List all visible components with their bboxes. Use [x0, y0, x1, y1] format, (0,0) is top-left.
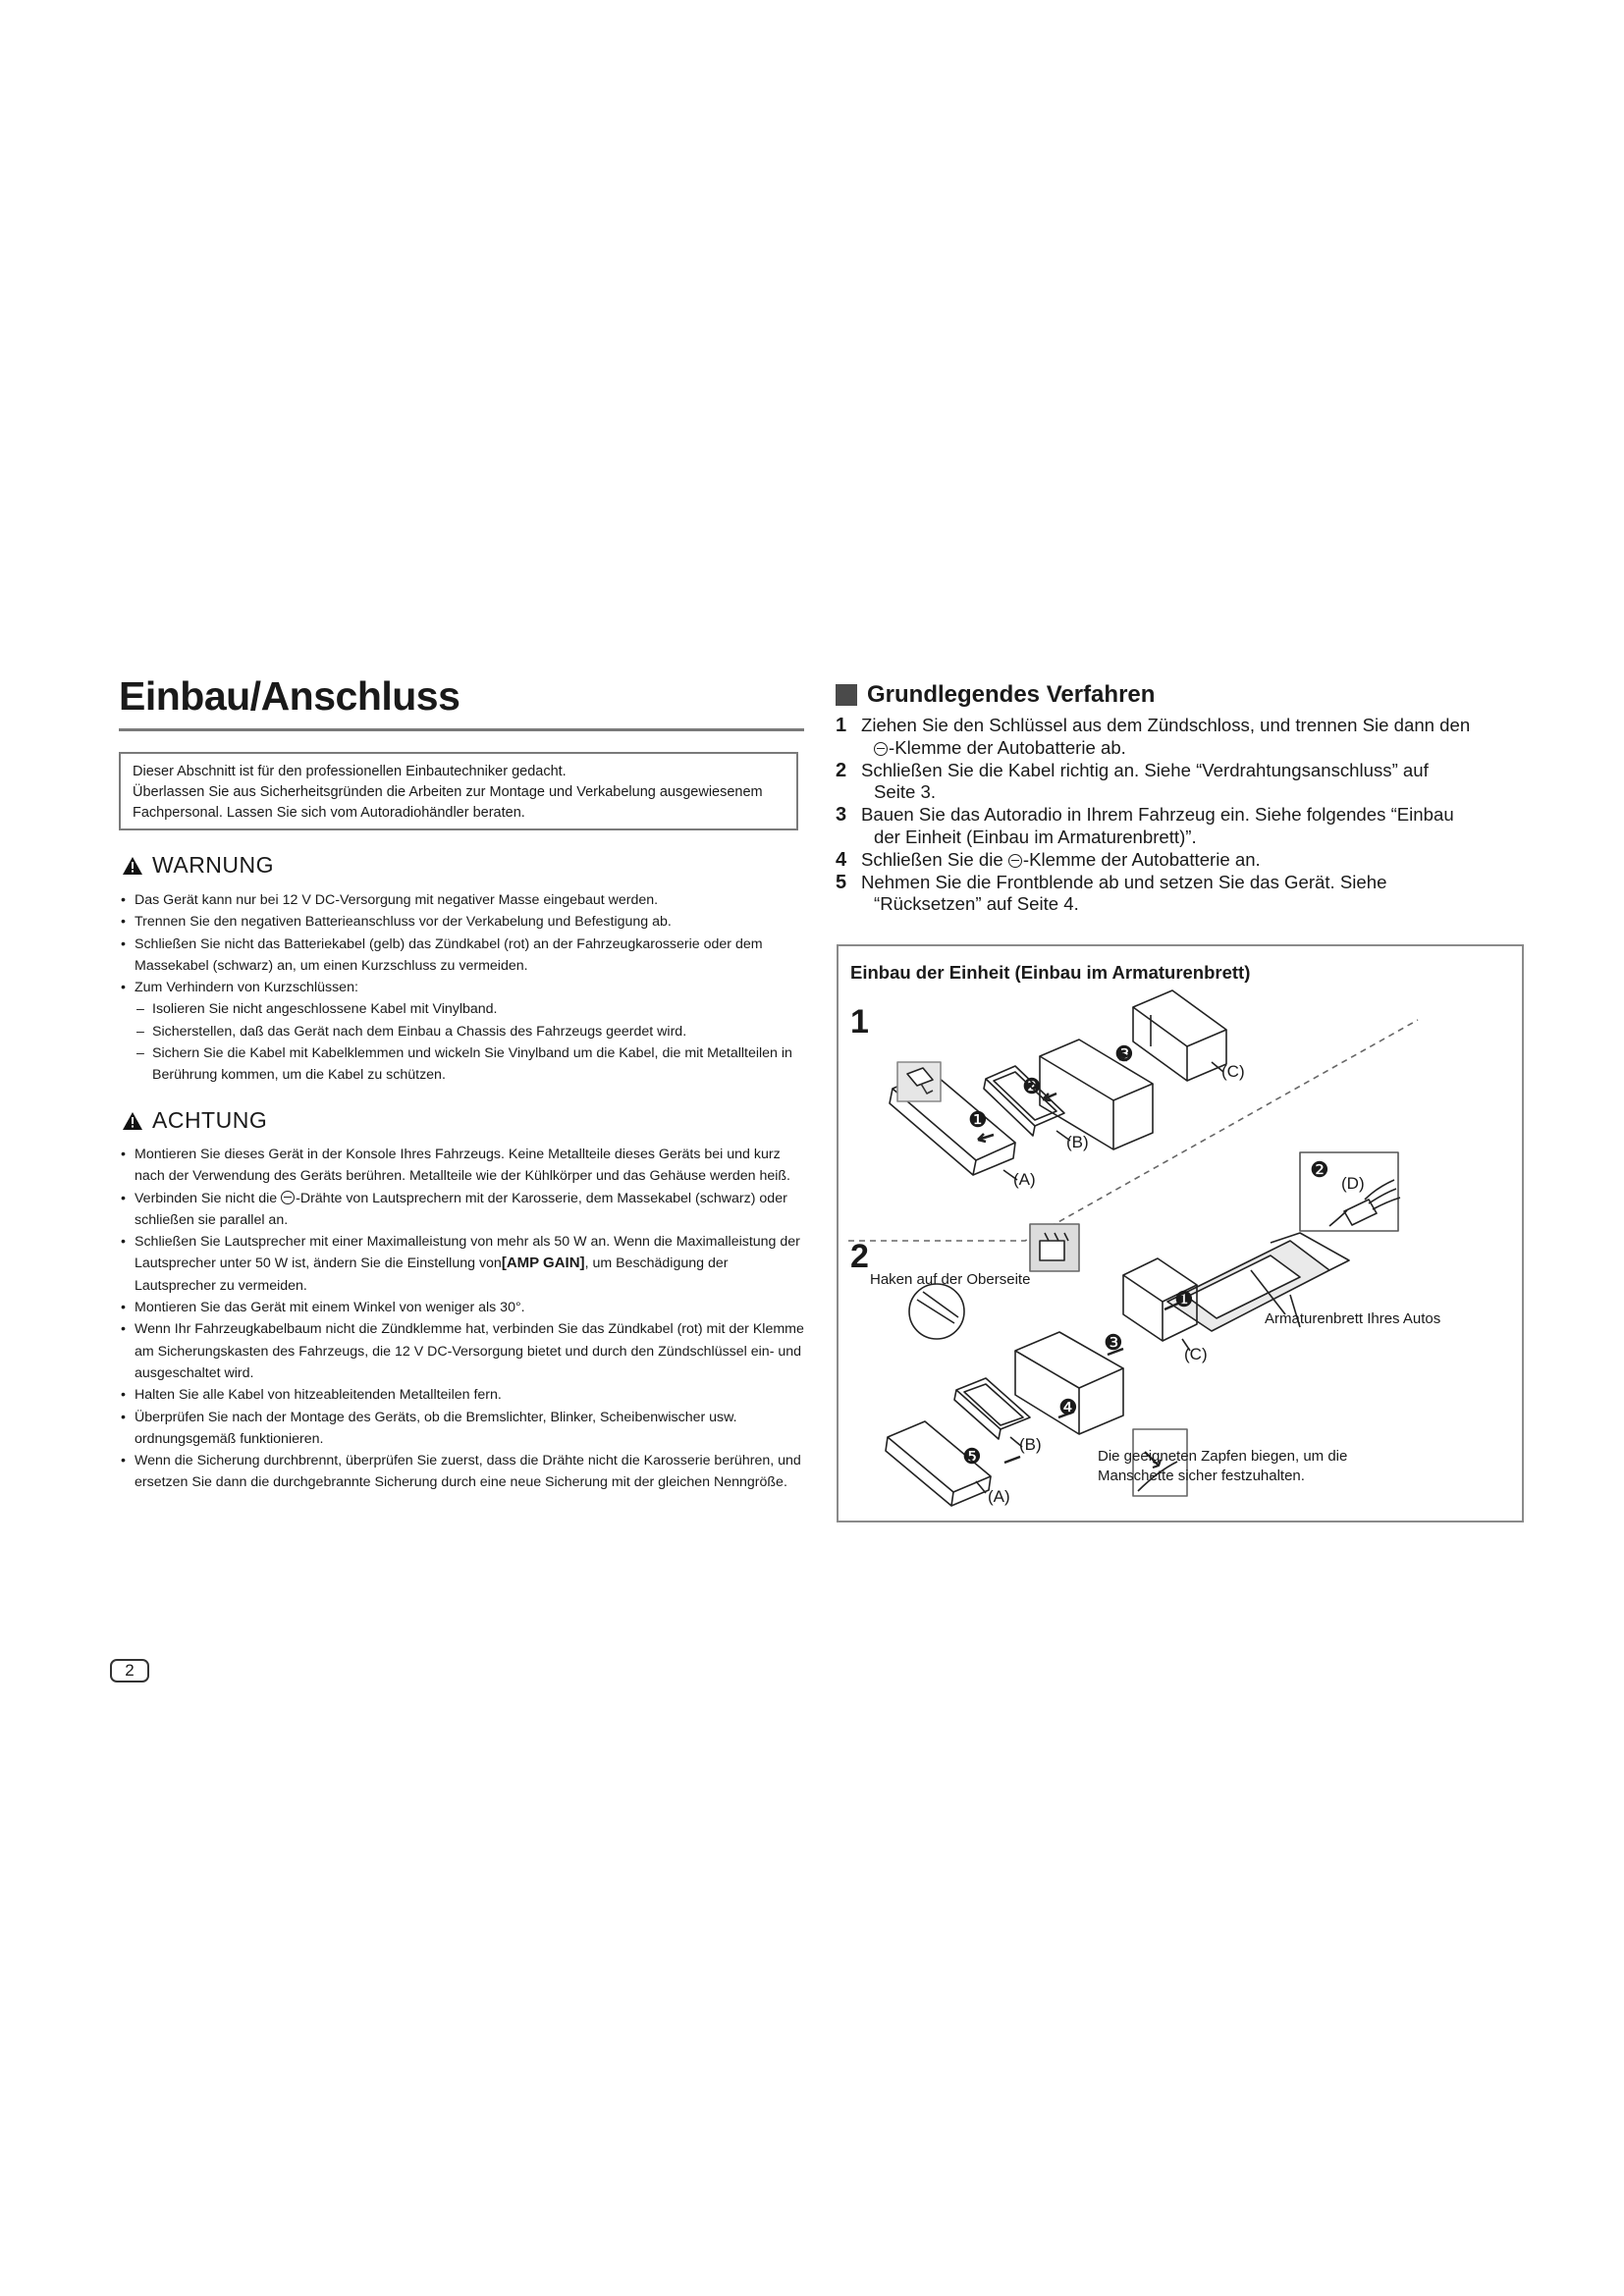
tab-bend-label-1: Die geeigneten Zapfen biegen, um die: [1098, 1448, 1348, 1465]
list-item: • Schließen Sie nicht das Batteriekabel (gelb) das Zündkabel (rot) an der Fahrzeugkarosserie oder dem Massekabel (schwarz) an, um einen Kurzschluss zu vermeiden.: [121, 935, 763, 974]
step-item: 1 Ziehen Sie den Schlüssel aus dem Zündschloss, und trennen Sie dann den -Klemme der Autobatterie ab.: [836, 715, 1471, 758]
list-item: • Trennen Sie den negativen Batterieanschluss vor der Verkabelung und Befestigung ab.: [121, 914, 672, 931]
marker-4-step2: ❹: [1058, 1395, 1078, 1419]
marker-3-step2: ❸: [1104, 1330, 1123, 1355]
installation-illustration: [839, 946, 1526, 1524]
step-item: 3 Bauen Sie das Autoradio in Ihrem Fahrzeug ein. Siehe folgendes “Einbau der Einheit (Einbau im Armaturenbrett)”.: [836, 804, 1454, 847]
label-c: (C): [1221, 1062, 1245, 1081]
minus-terminal-icon: [281, 1191, 295, 1204]
diagram-step-2: 2: [850, 1238, 869, 1275]
notice-line: Dieser Abschnitt ist für den professionellen Einbautechniker gedacht.: [133, 764, 567, 779]
hook-inset-shape: [1030, 1224, 1079, 1271]
sleeve-c-shape: [1133, 990, 1226, 1081]
list-item: • Montieren Sie das Gerät mit einem Winkel von weniger als 30°.: [121, 1300, 525, 1316]
list-item: • Wenn die Sicherung durchbrennt, überprüfen Sie zuerst, dass die Drähte nicht die Karosserie berühren, und ersetzen Sie dann die durchgebrannte Sicherung durch eine neue Sicherung mit der gleichen Nenngröße.: [121, 1453, 801, 1491]
list-item: • Verbinden Sie nicht die -Drähte von Lautsprechern mit der Karosserie, dem Massekabel (schwarz) oder schließen sie parallel an.: [121, 1190, 787, 1228]
warnung-heading-text: WARNUNG: [152, 852, 275, 878]
label-d: (D): [1341, 1174, 1365, 1193]
marker-2: ❷: [1022, 1074, 1042, 1098]
list-item: • Das Gerät kann nur bei 12 V DC-Versorgung mit negativer Masse eingebaut werden.: [121, 892, 659, 908]
achtung-heading: [123, 1107, 267, 1134]
minus-terminal-icon: [874, 742, 888, 756]
dashboard-label: Armaturenbrett Ihres Autos: [1265, 1310, 1441, 1327]
achtung-heading-text: ACHTUNG: [152, 1107, 268, 1133]
marker-3: ❸: [1114, 1041, 1134, 1066]
amp-gain-setting: [AMP GAIN]: [501, 1255, 585, 1272]
marker-2-connector: ❷: [1310, 1157, 1329, 1182]
trim-ring-b2-shape: [954, 1378, 1030, 1439]
list-item: • Zum Verhindern von Kurzschlüssen:: [121, 980, 358, 996]
warning-triangle-icon: [123, 857, 142, 875]
label-b-step2: (B): [1019, 1435, 1042, 1454]
list-item: • Wenn Ihr Fahrzeugkabelbaum nicht die Zündklemme hat, verbinden Sie das Zündkabel (rot) mit der Klemme am Sicherungskasten des Fahrzeugs, die 12 V DC-Versorgung bietet und durch den Zündschlüssel ein- und ausgeschaltet wird.: [121, 1321, 804, 1381]
diagram-step-1: 1: [850, 1003, 869, 1041]
list-item: – Isolieren Sie nicht angeschlossene Kabel mit Vinylband.: [136, 1001, 498, 1018]
procedure-steps: [836, 715, 1523, 916]
list-item: – Sicherstellen, daß das Gerät nach dem Einbau a Chassis des Fahrzeugs geerdet wird.: [136, 1023, 687, 1040]
page-number: 2: [110, 1659, 149, 1682]
page-title: Einbau/Anschluss: [119, 673, 460, 719]
procedure-heading-text: Grundlegendes Verfahren: [867, 681, 1156, 708]
list-item: • Schließen Sie Lautsprecher mit einer Maximalleistung von mehr als 50 W an. Wenn die Maximalleistung der Lautsprecher unter 50 W ist, ändern Sie die Einstellung von[AMP GAIN], um Beschädigung der Lautsprecher zu vermeiden.: [121, 1234, 800, 1294]
title-divider: [119, 728, 804, 731]
section-square-icon: [836, 684, 857, 706]
achtung-list: [119, 1144, 806, 1494]
marker-1-step2: ❶: [1174, 1287, 1194, 1311]
diagram-title: Einbau der Einheit (Einbau im Armaturenbrett): [850, 962, 1251, 983]
notice-line: Fachpersonal. Lassen Sie sich vom Autoradiohändler beraten.: [133, 805, 525, 821]
installer-notice-box: [119, 752, 798, 830]
list-item: • Halten Sie alle Kabel von hitzeableitenden Metallteilen fern.: [121, 1387, 502, 1404]
label-b: (B): [1066, 1133, 1089, 1151]
list-item: • Überprüfen Sie nach der Montage des Geräts, ob die Bremslichter, Blinker, Scheibenwischer usw. ordnungsgemäß funktionieren.: [121, 1409, 737, 1447]
warnung-list: [119, 889, 806, 1087]
installation-diagram: [837, 944, 1524, 1522]
procedure-heading: [836, 681, 1155, 709]
marker-5-step2: ❺: [962, 1444, 982, 1468]
step-item: 2 Schließen Sie die Kabel richtig an. Siehe “Verdrahtungsanschluss” auf Seite 3.: [836, 759, 1429, 803]
step-item: 5 Nehmen Sie die Frontblende ab und setzen Sie das Gerät. Siehe “Rücksetzen” auf Seite 4.: [836, 871, 1387, 915]
list-item: • Montieren Sie dieses Gerät in der Konsole Ihres Fahrzeugs. Keine Metallteile dieses Geräts bei und kurz nach der Verwendung des Geräts berühren. Metallteile wie der Kühlkörper und das Gehäuse werden heiß.: [121, 1147, 790, 1185]
marker-1: ❶: [968, 1107, 988, 1132]
label-a: (A): [1013, 1170, 1036, 1189]
step-item: 4 Schließen Sie die -Klemme der Autobatterie an.: [836, 848, 1261, 871]
tab-bend-label-2: Manschette sicher festzuhalten.: [1098, 1468, 1305, 1484]
notice-line: Überlassen Sie aus Sicherheitsgründen die Arbeiten zur Montage und Verkabelung ausgewiesenem: [133, 784, 763, 800]
label-c-step2: (C): [1184, 1345, 1208, 1363]
list-item: – Sichern Sie die Kabel mit Kabelklemmen und wickeln Sie Vinylband um die Kabel, die mit Metallteilen in Berührung kommen, um die Kabel zu schützen.: [136, 1045, 792, 1084]
release-button-shape: [897, 1062, 941, 1101]
label-a-step2: (A): [988, 1487, 1010, 1506]
caution-triangle-icon: [123, 1112, 142, 1130]
hook-label: Haken auf der Oberseite: [870, 1271, 1031, 1288]
warnung-heading: [123, 852, 274, 879]
hook-detail-shape: [909, 1284, 964, 1339]
minus-terminal-icon: [1008, 854, 1022, 868]
